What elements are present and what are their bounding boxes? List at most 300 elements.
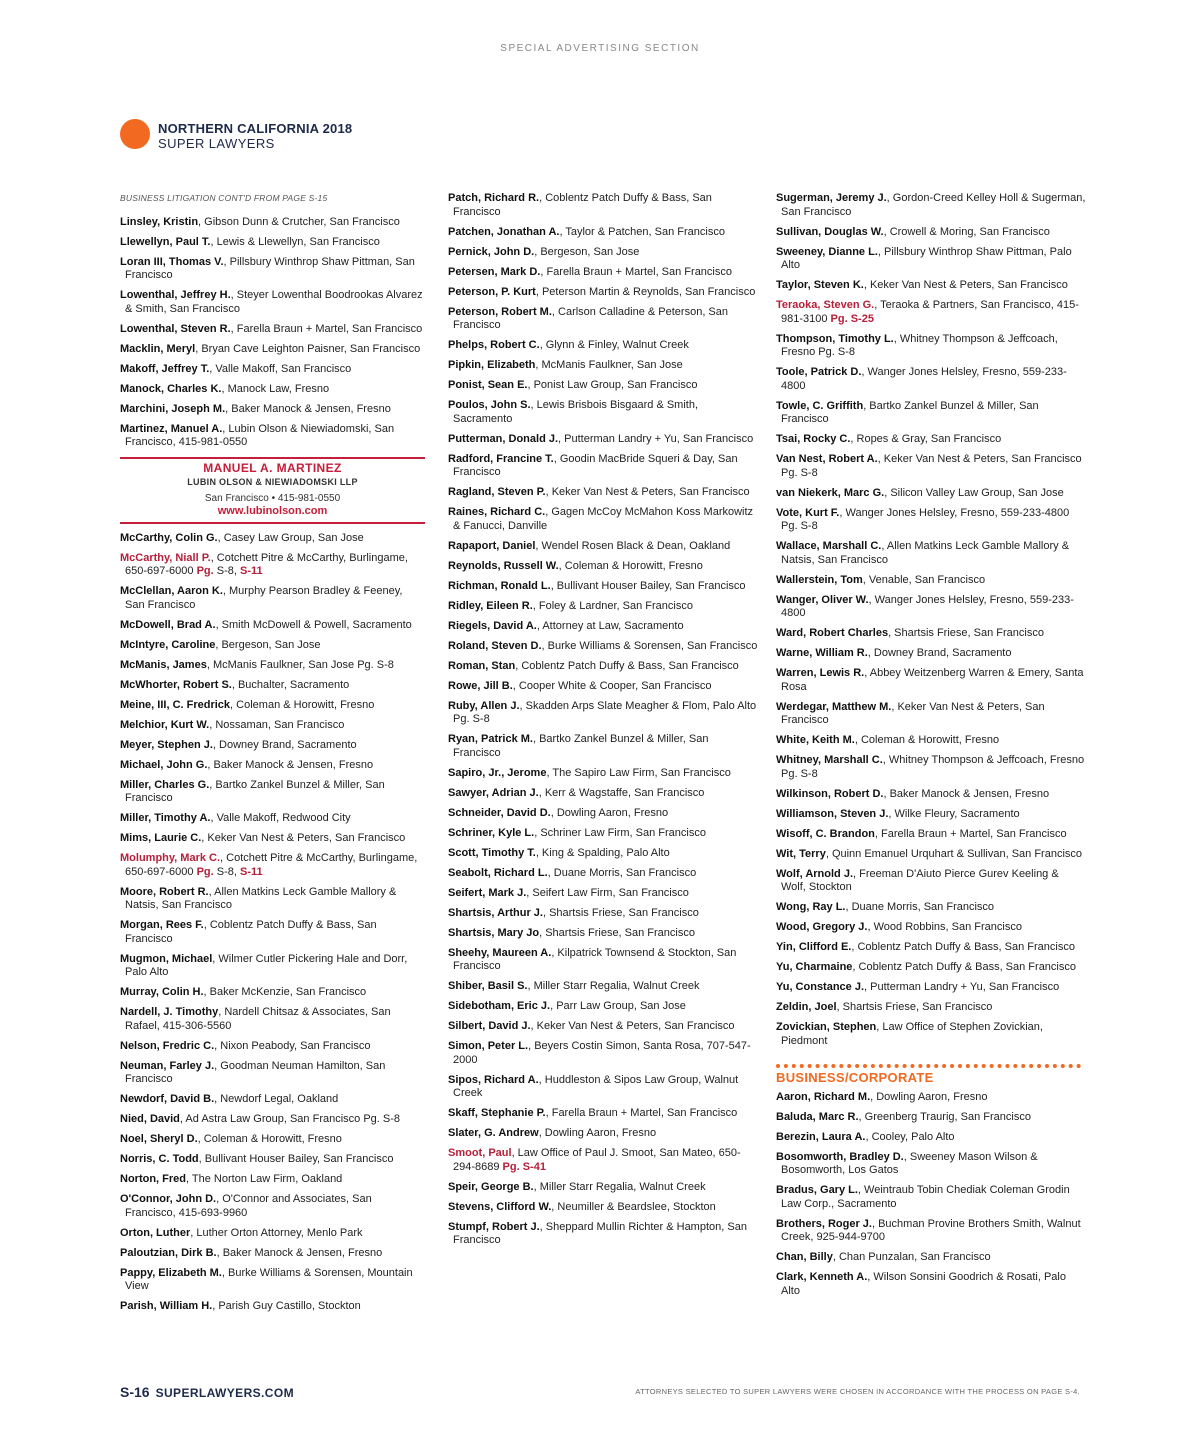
lawyer-detail: , Parish Guy Castillo, Stockton <box>212 1300 361 1312</box>
lawyer-detail: , Weintraub Tobin Chediak Coleman Grodin Law Corp., Sacramento <box>781 1184 1070 1210</box>
lawyer-detail: , Bergeson, San Jose <box>534 245 640 258</box>
page-reference-pages: S-8, <box>213 865 240 878</box>
lawyer-entry <box>120 759 425 773</box>
brand-title: NORTHERN CALIFORNIA 2018 <box>158 121 353 136</box>
lawyer-name: White, Keith M. <box>776 734 855 746</box>
lawyer-detail: , Law Office of Stephen Zovickian, Piedmont <box>781 1021 1043 1047</box>
lawyer-name: Towle, C. Griffith <box>776 399 864 412</box>
lawyer-name: Brothers, Roger J. <box>776 1217 872 1230</box>
lawyer-entry <box>448 1107 758 1121</box>
lawyer-entry <box>448 1000 758 1014</box>
lawyer-entry <box>120 832 425 846</box>
lawyer-name: Wood, Gregory J. <box>776 921 868 933</box>
lawyer-entry <box>448 1181 758 1195</box>
lawyer-detail: , Bartko Zankel Bunzel & Miller, San Francisco <box>453 733 709 759</box>
lawyer-entry <box>448 787 758 801</box>
lawyer-detail: , Coleman & Horowitt, Fresno <box>230 698 375 711</box>
lawyer-entry <box>776 868 1086 895</box>
lawyer-name: McWhorter, Robert S. <box>120 678 232 691</box>
lawyer-name: Ward, Robert Charles <box>776 627 889 639</box>
lawyer-detail: , Schriner Law Firm, San Francisco <box>534 826 706 839</box>
lawyer-entry <box>448 907 758 921</box>
lawyer-detail: , Luther Orton Attorney, Menlo Park <box>190 1226 363 1239</box>
lawyer-name: Shartsis, Mary Jo <box>448 926 540 939</box>
lawyer-entry <box>776 828 1086 842</box>
lawyer-entry <box>448 506 758 533</box>
lawyer-detail: , Kilpatrick Townsend & Stockton, San Francisco <box>453 946 737 972</box>
lawyer-name: Mugmon, Michael <box>120 952 213 965</box>
lawyer-entry <box>776 453 1086 480</box>
lawyer-detail: , McManis Faulkner, San Jose <box>535 359 683 371</box>
lawyer-detail: , Taylor & Patchen, San Francisco <box>559 225 725 238</box>
lawyer-name: Smoot, Paul <box>448 1147 512 1159</box>
lawyer-detail: , Farella Braun + Martel, San Francisco <box>540 265 732 278</box>
lawyer-name: Patch, Richard R. <box>448 192 540 204</box>
lawyer-detail: , Steyer Lowenthal Boodrookas Alvarez & Smith, San Francisco <box>125 289 423 315</box>
lawyer-detail: , Dowling Aaron, Fresno <box>550 806 669 819</box>
lawyer-entry <box>448 1201 758 1215</box>
lawyer-name: Macklin, Meryl <box>120 342 196 355</box>
lawyer-name: Bosomworth, Bradley D. <box>776 1150 904 1163</box>
lawyer-detail: , Keker Van Nest & Peters, San Francisco <box>530 1020 735 1032</box>
brand-year: 2018 <box>322 121 353 136</box>
lawyer-name: Raines, Richard C. <box>448 506 546 518</box>
lawyer-detail: , Silicon Valley Law Group, San Jose <box>884 486 1064 499</box>
lawyer-entry <box>448 927 758 941</box>
lawyer-name: Mims, Laurie C. <box>120 832 202 844</box>
special-advertising-label: SPECIAL ADVERTISING SECTION <box>500 43 700 54</box>
lawyer-name: Wanger, Oliver W. <box>776 593 869 606</box>
lawyer-detail: , Baker McKenzie, San Francisco <box>203 986 367 998</box>
lawyer-detail: , Wanger Jones Helsley, Fresno, 559-233-4800 <box>781 366 1067 392</box>
lawyer-detail: , Bergeson, San Jose <box>215 638 321 651</box>
lawyer-name: Poulos, John S. <box>448 399 531 411</box>
lawyer-name: Wisoff, C. Brandon <box>776 827 875 840</box>
lawyer-entry <box>448 680 758 694</box>
lawyer-entry <box>776 192 1086 219</box>
lawyer-name: Nied, David <box>120 1113 180 1125</box>
lawyer-detail: , Bartko Zankel Bunzel & Miller, San Francisco <box>125 778 385 804</box>
lawyer-detail: , Smith McDowell & Powell, Sacramento <box>215 618 412 631</box>
lawyer-name: Petersen, Mark D. <box>448 265 541 278</box>
lawyer-entry <box>776 701 1086 728</box>
lawyer-entry <box>448 767 758 781</box>
lawyer-entry <box>448 306 758 333</box>
lawyer-detail: , Law Office of Paul J. Smoot, San Mateo, 650-294-8689 <box>453 1147 741 1173</box>
lawyer-entry <box>120 1193 425 1220</box>
page-reference-highlight: S-11 <box>239 865 263 878</box>
lawyer-entry <box>776 1218 1086 1245</box>
lawyer-detail: , Skadden Arps Slate Meagher & Flom, Palo Alto Pg. S-8 <box>453 699 757 725</box>
column-1 <box>120 192 425 1320</box>
lawyer-name: Norris, C. Todd <box>120 1153 199 1165</box>
section-divider <box>776 1064 1081 1068</box>
lawyer-name: Whitney, Marshall C. <box>776 754 883 766</box>
lawyer-name: Sheehy, Maureen A. <box>448 946 552 959</box>
lawyer-name: Sipos, Richard A. <box>448 1073 539 1086</box>
lawyer-name: Sidebotham, Eric J. <box>448 1000 551 1012</box>
lawyer-entry <box>120 1247 425 1261</box>
lawyer-name: Llewellyn, Paul T. <box>120 235 211 248</box>
lawyer-entry <box>120 1300 425 1314</box>
lawyer-detail: , Bartko Zankel Bunzel & Miller, San Francisco <box>781 399 1039 425</box>
lawyer-detail: , Farella Braun + Martel, San Francisco <box>230 322 423 335</box>
lawyer-name: Pappy, Elizabeth M. <box>120 1266 222 1279</box>
lawyer-detail: , Cotchett Pitre & McCarthy, Burlingame, 650-697-6000 <box>125 852 418 878</box>
lawyer-detail: , Ad Astra Law Group, San Francisco Pg. S-8 <box>179 1113 401 1125</box>
lawyer-detail: , Coblentz Patch Duffy & Bass, San Francisco <box>852 961 1076 973</box>
lawyer-entry <box>776 299 1086 326</box>
lawyer-detail: , Coleman & Horowitt, Fresno <box>558 559 703 572</box>
lawyer-entry <box>776 1091 1086 1105</box>
page-reference-pages: S-8, <box>213 565 240 577</box>
lawyer-name: Ragland, Steven P. <box>448 486 546 498</box>
lawyer-entry <box>120 886 425 913</box>
lawyer-name: Peterson, P. Kurt <box>448 285 536 298</box>
lawyer-name: Shartsis, Arthur J. <box>448 906 543 919</box>
lawyer-detail: , Huddleston & Sipos Law Group, Walnut Creek <box>453 1073 739 1099</box>
lawyer-detail: , Quinn Emanuel Urquhart & Sullivan, San Francisco <box>825 847 1083 860</box>
lawyer-name: Wallerstein, Tom <box>776 573 863 586</box>
lawyer-entry <box>776 1271 1086 1298</box>
lawyer-entry <box>776 1001 1086 1015</box>
lawyer-entry <box>776 1251 1086 1265</box>
ad-website-link[interactable]: www.lubinolson.com <box>217 505 328 517</box>
lawyer-name: Speir, George B. <box>448 1180 534 1193</box>
lawyer-name: Miller, Timothy A. <box>120 812 211 824</box>
lawyer-name: Scott, Timothy T. <box>448 846 536 859</box>
lawyer-name: Taylor, Steven K. <box>776 279 864 291</box>
lawyer-name: Seifert, Mark J. <box>448 886 527 899</box>
lawyer-entry <box>120 383 425 397</box>
lawyer-detail: , Burke Williams & Sorensen, Mountain View <box>125 1266 413 1292</box>
lawyer-entry <box>120 323 425 337</box>
lawyer-entry <box>448 266 758 280</box>
lawyer-entry <box>776 594 1086 621</box>
lawyer-entry <box>776 574 1086 588</box>
page-reference: Pg. S-41 <box>502 1160 546 1173</box>
lawyer-entry <box>776 366 1086 393</box>
lawyer-name: Shiber, Basil S. <box>448 980 528 992</box>
lawyer-detail: , Peterson Martin & Reynolds, San Francisco <box>535 285 756 298</box>
lawyer-detail: , Coblentz Patch Duffy & Bass, San Francisco <box>125 919 377 945</box>
lawyer-detail: , Venable, San Francisco <box>862 573 986 586</box>
lawyer-detail: , Crowell & Moring, San Francisco <box>883 225 1050 238</box>
lawyer-detail: , Nardell Chitsaz & Associates, San Rafael, 415-306-5560 <box>125 1006 391 1032</box>
lawyer-name: Ponist, Sean E. <box>448 379 528 391</box>
lawyer-detail: , Putterman Landry + Yu, San Francisco <box>864 981 1060 993</box>
lawyer-entry <box>776 246 1086 273</box>
lawyer-detail: , Shartsis Friese, San Francisco <box>539 926 695 939</box>
lawyer-entry <box>448 286 758 300</box>
lawyer-detail: , Miller Starr Regalia, Walnut Creek <box>533 1180 706 1193</box>
lawyer-entry <box>776 1131 1086 1145</box>
lawyer-entry <box>448 640 758 654</box>
lawyer-name: Ruby, Allen J. <box>448 699 520 712</box>
lawyer-detail: , Burke Williams & Sorensen, San Francisco <box>541 639 758 652</box>
lawyer-detail: , Baker Manock & Jensen, Fresno <box>225 402 391 415</box>
lawyer-detail: , Glynn & Finley, Walnut Creek <box>539 339 689 351</box>
lawyer-detail: , Buchman Provine Brothers Smith, Walnut Creek, 925-944-9700 <box>781 1217 1081 1243</box>
lawyer-entry <box>120 719 425 733</box>
lawyer-detail: , The Sapiro Law Firm, San Francisco <box>546 766 731 779</box>
lawyer-name: Schriner, Kyle L. <box>448 826 535 839</box>
lawyer-detail: , Allen Matkins Leck Gamble Mallory & Natsis, San Francisco <box>781 540 1070 566</box>
lawyer-entry <box>448 359 758 373</box>
lawyer-detail: , Putterman Landry + Yu, San Francisco <box>558 432 754 445</box>
lawyer-detail: , Wanger Jones Helsley, Fresno, 559-233-4800 Pg. S-8 <box>781 506 1070 532</box>
lawyer-entry <box>776 540 1086 567</box>
lawyer-detail: , Neumiller & Beardslee, Stockton <box>551 1200 716 1213</box>
lawyer-name: Tsai, Rocky C. <box>776 433 851 445</box>
lawyer-detail: , Wilson Sonsini Goodrich & Rosati, Palo Alto <box>781 1271 1066 1297</box>
lawyer-name: Roland, Steven D. <box>448 639 542 652</box>
lawyer-entry <box>448 700 758 727</box>
lawyer-detail: , Foley & Lardner, San Francisco <box>532 599 693 612</box>
lawyer-entry <box>120 1153 425 1167</box>
lawyer-detail: , Wood Robbins, San Francisco <box>867 921 1022 933</box>
lawyer-entry <box>448 486 758 500</box>
lawyer-name: Pernick, John D. <box>448 245 535 258</box>
lawyer-name: Warne, William R. <box>776 647 868 659</box>
lawyer-name: Wolf, Arnold J. <box>776 867 853 880</box>
lawyer-name: Ryan, Patrick M. <box>448 733 533 745</box>
lawyer-name: Yu, Constance J. <box>776 981 865 993</box>
lawyer-detail: , O'Connor and Associates, San Francisco, 415-693-9960 <box>125 1193 372 1219</box>
lawyer-detail: , Farella Braun + Martel, San Francisco <box>874 827 1067 840</box>
lawyer-detail: , Murphy Pearson Bradley & Feeney, San Francisco <box>125 585 403 611</box>
lawyer-detail: , Cotchett Pitre & McCarthy, Burlingame, 650-697-6000 <box>125 551 408 577</box>
lawyer-name: Stumpf, Robert J. <box>448 1220 540 1233</box>
lawyer-entry <box>776 1151 1086 1178</box>
lawyer-detail: , Keker Van Nest & Peters, San Francisco <box>201 832 406 844</box>
lawyer-name: Wong, Ray L. <box>776 901 846 913</box>
lawyer-name: Lowenthal, Steven R. <box>120 322 231 335</box>
lawyer-entry <box>448 433 758 447</box>
lawyer-entry <box>776 1111 1086 1125</box>
lawyer-entry <box>776 901 1086 915</box>
column-2 <box>448 192 758 1254</box>
lawyer-detail: , Attorney at Law, Sacramento <box>536 619 684 632</box>
lawyer-entry <box>120 986 425 1000</box>
lawyer-detail: , Cooper White & Cooper, San Francisco <box>512 679 712 692</box>
lawyer-entry <box>120 403 425 417</box>
lawyer-entry <box>120 423 425 450</box>
lawyer-detail: , Shartsis Friese, San Francisco <box>542 906 699 919</box>
lawyer-name: O'Connor, John D. <box>120 1193 217 1205</box>
lawyer-entry <box>448 827 758 841</box>
lawyer-name: McClellan, Aaron K. <box>120 585 223 597</box>
lawyer-name: Linsley, Kristin <box>120 215 199 228</box>
lawyer-entry <box>448 560 758 574</box>
lawyer-detail: , Wilke Fleury, Sacramento <box>888 807 1020 820</box>
lawyer-entry <box>776 279 1086 293</box>
lawyer-detail: , Bullivant Houser Bailey, San Francisco <box>198 1153 394 1165</box>
lawyer-entry <box>448 1147 758 1174</box>
lawyer-name: McDowell, Brad A. <box>120 618 216 631</box>
lawyer-entry <box>120 1133 425 1147</box>
lawyer-entry <box>776 647 1086 661</box>
lawyer-entry <box>776 734 1086 748</box>
lawyer-name: Radford, Francine T. <box>448 452 554 465</box>
lawyer-detail: , Gibson Dunn & Crutcher, San Francisco <box>198 215 400 228</box>
lawyer-entry <box>776 400 1086 427</box>
lawyer-entry <box>448 379 758 393</box>
lawyer-entry <box>120 812 425 826</box>
lawyer-name: Reynolds, Russell W. <box>448 559 559 572</box>
lawyer-name: Simon, Peter L. <box>448 1040 529 1052</box>
lawyer-name: Zeldin, Joel <box>776 1001 837 1013</box>
lawyer-name: Makoff, Jeffrey T. <box>120 362 210 375</box>
lawyer-name: Sapiro, Jr., Jerome <box>448 766 547 779</box>
lawyer-detail: , Greenberg Traurig, San Francisco <box>858 1110 1031 1123</box>
lawyer-entry <box>776 1021 1086 1048</box>
lawyer-detail: , McManis Faulkner, San Jose Pg. S-8 <box>206 658 394 671</box>
lawyer-detail: , Goodman Neuman Hamilton, San Francisco <box>125 1059 386 1085</box>
lawyer-entry <box>448 1074 758 1101</box>
lawyer-detail: , Miller Starr Regalia, Walnut Creek <box>527 980 700 992</box>
section-title: BUSINESS/CORPORATE <box>776 1070 934 1085</box>
lawyer-detail: , Manock Law, Fresno <box>221 382 330 395</box>
lawyer-entry <box>120 552 425 579</box>
lawyer-name: Silbert, David J. <box>448 1020 531 1032</box>
lawyer-name: McIntyre, Caroline <box>120 638 216 651</box>
lawyer-detail: , Keker Van Nest & Peters, San Francisco <box>781 700 1045 726</box>
lawyer-name: Moore, Robert R. <box>120 885 209 898</box>
lawyer-name: Paloutzian, Dirk B. <box>120 1246 217 1259</box>
lawyer-entry <box>120 363 425 377</box>
lawyer-name: Schneider, David D. <box>448 806 551 819</box>
lawyer-entry <box>120 1173 425 1187</box>
lawyer-name: Roman, Stan <box>448 659 516 672</box>
lawyer-entry <box>448 246 758 260</box>
lawyer-detail: , Duane Morris, San Francisco <box>845 901 995 913</box>
lawyer-list <box>776 1091 1086 1299</box>
lawyer-name: Noel, Sheryl D. <box>120 1133 198 1145</box>
lawyer-name: Baluda, Marc R. <box>776 1110 859 1123</box>
lawyer-entry <box>448 887 758 901</box>
lawyer-detail: , Nixon Peabody, San Francisco <box>214 1039 371 1052</box>
lawyer-list <box>776 192 1086 1048</box>
lawyer-list <box>120 216 425 450</box>
lawyer-entry <box>448 1127 758 1141</box>
lawyer-detail: , Coleman & Horowitt, Fresno <box>854 734 1000 746</box>
lawyer-list <box>448 192 758 1248</box>
lawyer-entry <box>776 226 1086 240</box>
ad-firm-name: LUBIN OLSON & NIEWIADOMSKI LLP <box>187 477 358 487</box>
lawyer-detail: , Coblentz Patch Duffy & Bass, San Francisco <box>851 941 1075 953</box>
lawyer-name: Richman, Ronald L. <box>448 579 551 592</box>
lawyer-entry <box>776 788 1086 802</box>
lawyer-name: Newdorf, David B. <box>120 1093 215 1105</box>
lawyer-entry <box>448 226 758 240</box>
lawyer-name: Werdegar, Matthew M. <box>776 700 892 713</box>
lawyer-entry <box>120 585 425 612</box>
lawyer-detail: , Carlson Calladine & Peterson, San Francisco <box>453 305 729 331</box>
lawyer-detail: , Teraoka & Partners, San Francisco, 415-981-3100 <box>781 299 1079 325</box>
continued-note: BUSINESS LITIGATION CONT'D FROM PAGE S-15 <box>120 193 328 203</box>
lawyer-detail: , Keker Van Nest & Peters, San Francisco <box>545 486 750 498</box>
brand-subtitle: SUPER LAWYERS <box>158 136 275 151</box>
lawyer-entry <box>120 659 425 673</box>
site-link[interactable]: SUPERLAWYERS.COM <box>155 1386 294 1400</box>
lawyer-entry <box>120 532 425 546</box>
lawyer-entry <box>776 1184 1086 1211</box>
lawyer-detail: , Goodin MacBride Squeri & Day, San Francisco <box>453 452 738 478</box>
lawyer-entry <box>776 848 1086 862</box>
ad-location: San Francisco • 415-981-0550 <box>204 492 341 504</box>
lawyer-entry <box>120 679 425 693</box>
lawyer-entry <box>448 733 758 760</box>
lawyer-name: Sweeney, Dianne L. <box>776 245 878 258</box>
lawyer-detail: , Dowling Aaron, Fresno <box>538 1127 657 1139</box>
lawyer-name: Norton, Fred <box>120 1173 186 1185</box>
page-reference: Pg. S-25 <box>830 312 874 325</box>
lawyer-name: Patchen, Jonathan A. <box>448 225 560 238</box>
lawyer-entry <box>120 1006 425 1033</box>
lawyer-name: Van Nest, Robert A. <box>776 453 878 465</box>
lawyer-name: Sullivan, Douglas W. <box>776 225 884 238</box>
lawyer-entry <box>776 808 1086 822</box>
lawyer-detail: , Farella Braun + Martel, San Francisco <box>545 1107 738 1119</box>
lawyer-name: Wallace, Marshall C. <box>776 540 882 552</box>
lawyer-name: Rapaport, Daniel <box>448 539 536 552</box>
lawyer-name: Morgan, Rees F. <box>120 919 204 931</box>
lawyer-name: Loran III, Thomas V. <box>120 255 224 268</box>
lawyer-detail: , Kerr & Wagstaffe, San Francisco <box>538 786 705 799</box>
lawyer-entry <box>120 216 425 230</box>
lawyer-detail: , Coblentz Patch Duffy & Bass, San Francisco <box>453 192 712 218</box>
lawyer-entry <box>448 660 758 674</box>
lawyer-detail: , Valle Makoff, Redwood City <box>210 812 351 824</box>
footer-disclaimer: ATTORNEYS SELECTED TO SUPER LAWYERS WERE CHOSEN IN ACCORDANCE WITH THE PROCESS ON PAGE S-4. <box>635 1387 1080 1396</box>
lawyer-detail: , Duane Morris, San Francisco <box>547 866 697 879</box>
lawyer-entry <box>448 847 758 861</box>
lawyer-entry <box>120 852 425 879</box>
lawyer-name: Marchini, Joseph M. <box>120 402 226 415</box>
lawyer-detail: , Pillsbury Winthrop Shaw Pittman, San Francisco <box>125 255 415 281</box>
lawyer-name: Melchior, Kurt W. <box>120 718 210 731</box>
lawyer-name: Clark, Kenneth A. <box>776 1271 868 1283</box>
lawyer-detail: , Newdorf Legal, Oakland <box>214 1093 339 1105</box>
lawyer-name: Nardell, J. Timothy <box>120 1006 219 1018</box>
lawyer-name: Bradus, Gary L. <box>776 1184 858 1196</box>
lawyer-detail: , Keker Van Nest & Peters, San Francisco <box>863 279 1068 291</box>
lawyer-entry <box>448 540 758 554</box>
lawyer-entry <box>448 453 758 480</box>
lawyer-name: Berezin, Laura A. <box>776 1130 866 1143</box>
lawyer-detail: , Lewis Brisbois Bisgaard & Smith, Sacramento <box>453 399 699 425</box>
lawyer-name: McCarthy, Colin G. <box>120 531 218 544</box>
lawyer-name: Slater, G. Andrew <box>448 1127 539 1139</box>
lawyer-entry <box>120 619 425 633</box>
lawyer-detail: , Parr Law Group, San Jose <box>550 1000 686 1012</box>
lawyer-detail: , Sweeney Mason Wilson & Bosomworth, Los Gatos <box>781 1150 1038 1176</box>
lawyer-detail: , Downey Brand, Sacramento <box>212 738 357 751</box>
lawyer-name: Toole, Patrick D. <box>776 366 862 378</box>
lawyer-detail: , Bullivant Houser Bailey, San Francisco <box>550 579 746 592</box>
column-3 <box>776 192 1086 1305</box>
lawyer-entry <box>776 333 1086 360</box>
lawyer-detail: , Ropes & Gray, San Francisco <box>850 433 1002 445</box>
lawyer-list <box>120 532 425 1314</box>
lawyer-name: Seabolt, Richard L. <box>448 866 548 879</box>
lawyer-name: Sugerman, Jeremy J. <box>776 192 887 204</box>
lawyer-name: Molumphy, Mark C. <box>120 852 221 864</box>
lawyer-entry <box>448 620 758 634</box>
lawyer-name: Thompson, Timothy L. <box>776 332 894 345</box>
lawyer-detail: , Wendel Rosen Black & Dean, Oakland <box>535 539 731 552</box>
